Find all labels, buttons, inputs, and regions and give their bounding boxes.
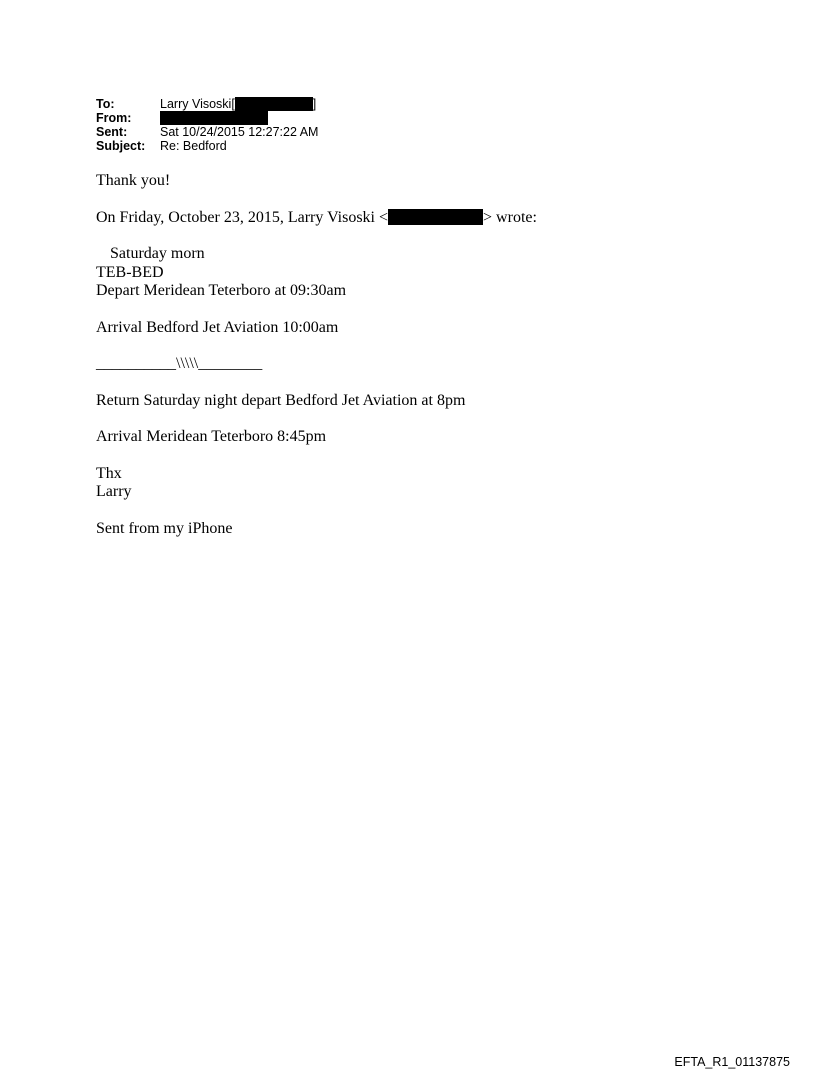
redaction-box (160, 111, 268, 125)
quote-intro (96, 209, 776, 228)
email-header (96, 97, 318, 153)
itinerary-line-2: TEB-BED (96, 263, 164, 281)
subject-label: Subject: (96, 139, 146, 153)
thanks-text: Thank you! (96, 172, 171, 189)
subject-value: Re: Bedford (160, 139, 227, 153)
sent-from-text: Sent from my iPhone (96, 519, 233, 537)
itinerary-line-1: Saturday morn (110, 245, 205, 262)
quote-intro-after: > wrote: (483, 208, 537, 226)
itinerary-line-6: Arrival Meridean Teterboro 8:45pm (96, 428, 327, 445)
divider-text: __________\\\\\________ (96, 355, 263, 372)
from-row (96, 111, 318, 125)
quote-intro-before: On Friday, October 23, 2015, Larry Visoski < (96, 208, 389, 226)
to-row (96, 97, 318, 111)
to-name: Larry Visoski[ (160, 97, 235, 111)
sent-value: Sat 10/24/2015 12:27:22 AM (160, 125, 319, 139)
to-value (160, 97, 316, 111)
sent-label: Sent: (96, 125, 128, 139)
signature-thx: Thx (96, 464, 122, 482)
signature-name: Larry (96, 483, 132, 500)
itinerary-line-5: Return Saturday night depart Bedford Jet Aviation at 8pm (96, 391, 466, 409)
from-label: From: (96, 111, 132, 125)
sent-row (96, 125, 318, 139)
email-body (96, 172, 776, 556)
to-close-bracket: ] (312, 97, 317, 111)
itinerary-line-3: Depart Meridean Teterboro at 09:30am (96, 282, 347, 299)
document-id: EFTA_R1_01137875 (674, 1055, 790, 1069)
itinerary-line-4: Arrival Bedford Jet Aviation 10:00am (96, 318, 339, 336)
redaction-box (388, 209, 483, 225)
redaction-box (235, 97, 313, 111)
from-value (160, 111, 268, 125)
to-label: To: (96, 97, 115, 111)
subject-row (96, 139, 318, 153)
